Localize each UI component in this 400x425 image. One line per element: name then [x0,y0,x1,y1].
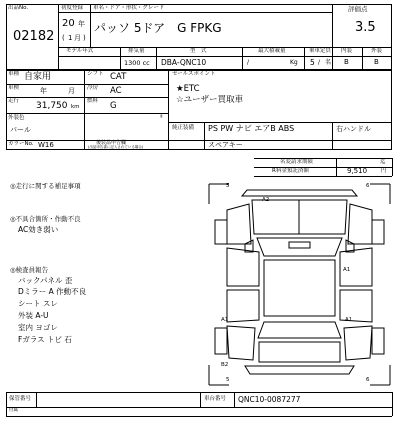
month-unit: 月 [74,34,81,42]
divider [58,56,332,57]
fuel-label: 燃料 [87,98,99,104]
divider [84,140,85,150]
model-year-label: モデル年式 [66,48,94,54]
inspection-month-unit: 月 [68,87,75,95]
divider [332,56,392,57]
mileage-label: 走行 [8,98,20,104]
load-sep: / [247,59,250,66]
extra-label: 付属 [9,408,18,413]
divider [6,113,168,114]
inspector-line: Dミラー A 作動不良 [18,287,87,296]
car-name: パッソ 5ドア G FPKG [94,21,222,35]
damage-code: A2 [262,197,270,203]
divider [242,47,243,70]
divider [6,416,392,417]
capacity-sep: / [318,59,321,66]
car-name-label: 車名・ドア・形状・グレード [93,5,165,11]
ac-label: 冷房 [87,85,99,91]
model-code-label: 型 式 [190,48,207,54]
color-code-label: カラーNo. [8,141,34,147]
damage-code: A1 [221,317,229,323]
divider [120,47,121,70]
equipment-items: PS PW ナビ エアB ABS [208,124,295,133]
divider [254,158,392,159]
chassis-label: 車台番号 [204,396,227,402]
inspector-line: Fガラス トビ 石 [18,335,72,344]
month-bracket-close: ) [83,34,86,42]
sales-point-2: ☆ユーザー買取車 [176,95,244,105]
divider [392,158,393,176]
capacity-unit: 名 [325,59,332,66]
divider [254,176,392,177]
divider [90,4,91,47]
mileage-unit: km [71,104,80,110]
diagram-marker: 5 [226,183,230,189]
handle-value: 右ハンドル [336,125,371,133]
load-unit: Kg [290,59,298,66]
divider [6,407,392,408]
ext-color-mark: ﾎ [160,114,163,120]
divider [392,392,393,416]
ext-color-value: パール [10,126,31,134]
divider [36,392,37,407]
exterior-label: 外装 [371,48,383,54]
cc-value: 1300 cc [124,59,150,67]
sales-point-1: ★ETC [176,84,200,94]
exterior-grade: B [374,58,379,66]
month-value: 1 [68,34,73,42]
divider [168,70,169,150]
interior-grade: B [344,58,349,66]
defect-text: AC効き弱い [18,225,59,234]
divider [304,47,305,70]
shift-label: シフト [87,71,104,77]
diagram-marker: 6 [366,377,370,383]
score-label: 評価点 [348,5,368,13]
option-label: 後装品申告欄 [96,140,127,146]
inspection-label: 車検 [8,85,20,91]
inspector-line: バックパネル 歪 [18,276,73,285]
divider [156,47,157,70]
load-label: 最大積載量 [258,48,286,54]
year-unit: 年 [78,20,85,28]
cc-label: 排気量 [128,48,145,54]
year-value: 20 [62,18,75,29]
divider [200,392,201,407]
divider [84,70,85,140]
capacity-value: 5 [310,58,315,67]
divider [6,140,392,141]
damage-code: A1 [345,317,353,323]
divider [332,4,333,70]
category-label: 車種 [8,71,20,77]
mileage-value: 31,750 [36,101,68,111]
model-code-value: DBA-QNC10 [161,58,207,67]
fuel-value: G [110,101,117,111]
car-diagram [207,182,392,387]
driving-note-label: ◎走行に関する補足事項 [10,182,81,190]
ac-value: AC [110,86,122,96]
tax-value: 9,510 [347,167,368,175]
lot-label: 出品No. [8,5,29,11]
option-note: (出品申告書に記入されている場合) [88,145,144,149]
name-change-label: 名変請求期限 [280,159,314,165]
diagram-marker: 6 [366,183,370,189]
divider [6,392,7,416]
tax-unit: 円 [381,168,387,174]
divider [204,122,205,150]
tax-label: R料金預託済額 [272,168,309,174]
chassis-number: QNC10-0087277 [238,395,301,404]
lot-number: 02182 [13,29,55,44]
damage-code: B2 [221,362,229,368]
diagram-marker: 5 [226,377,230,383]
equipment-label: 純正装備 [172,125,195,131]
name-change-unit: 迄 [380,159,386,165]
divider [168,122,392,123]
divider [362,47,363,70]
capacity-label: 乗車定員 [309,48,332,54]
ext-color-label: 外装色 [8,115,25,121]
color-code-value: W16 [38,141,54,149]
inspector-line: 外装 A-U [18,311,49,320]
divider [336,158,337,176]
divider [234,392,235,407]
year-label: 初度登録 [61,5,84,11]
inspector-label: ◎検査員報告 [10,266,49,274]
storage-label: 保管番号 [9,396,32,402]
month-bracket-open: ( [62,34,65,42]
divider [6,392,392,393]
sales-point-label: セールスポイント [172,71,216,77]
damage-code: A1 [343,267,351,273]
score-value: 3.5 [355,20,376,35]
inspection-year-unit: 年 [40,87,47,95]
divider [332,122,333,150]
defect-label: ◎不具合箇所・作動不良 [10,215,81,223]
interior-label: 内装 [341,48,353,54]
category-value: 自家用 [24,72,52,82]
shift-value: CAT [110,72,127,82]
divider [58,4,59,70]
inspector-line: シート スレ [18,299,58,308]
inspector-line: 室内 ヨゴレ [18,323,58,332]
divider [58,12,332,13]
spare-key: スペアキー [208,141,243,149]
